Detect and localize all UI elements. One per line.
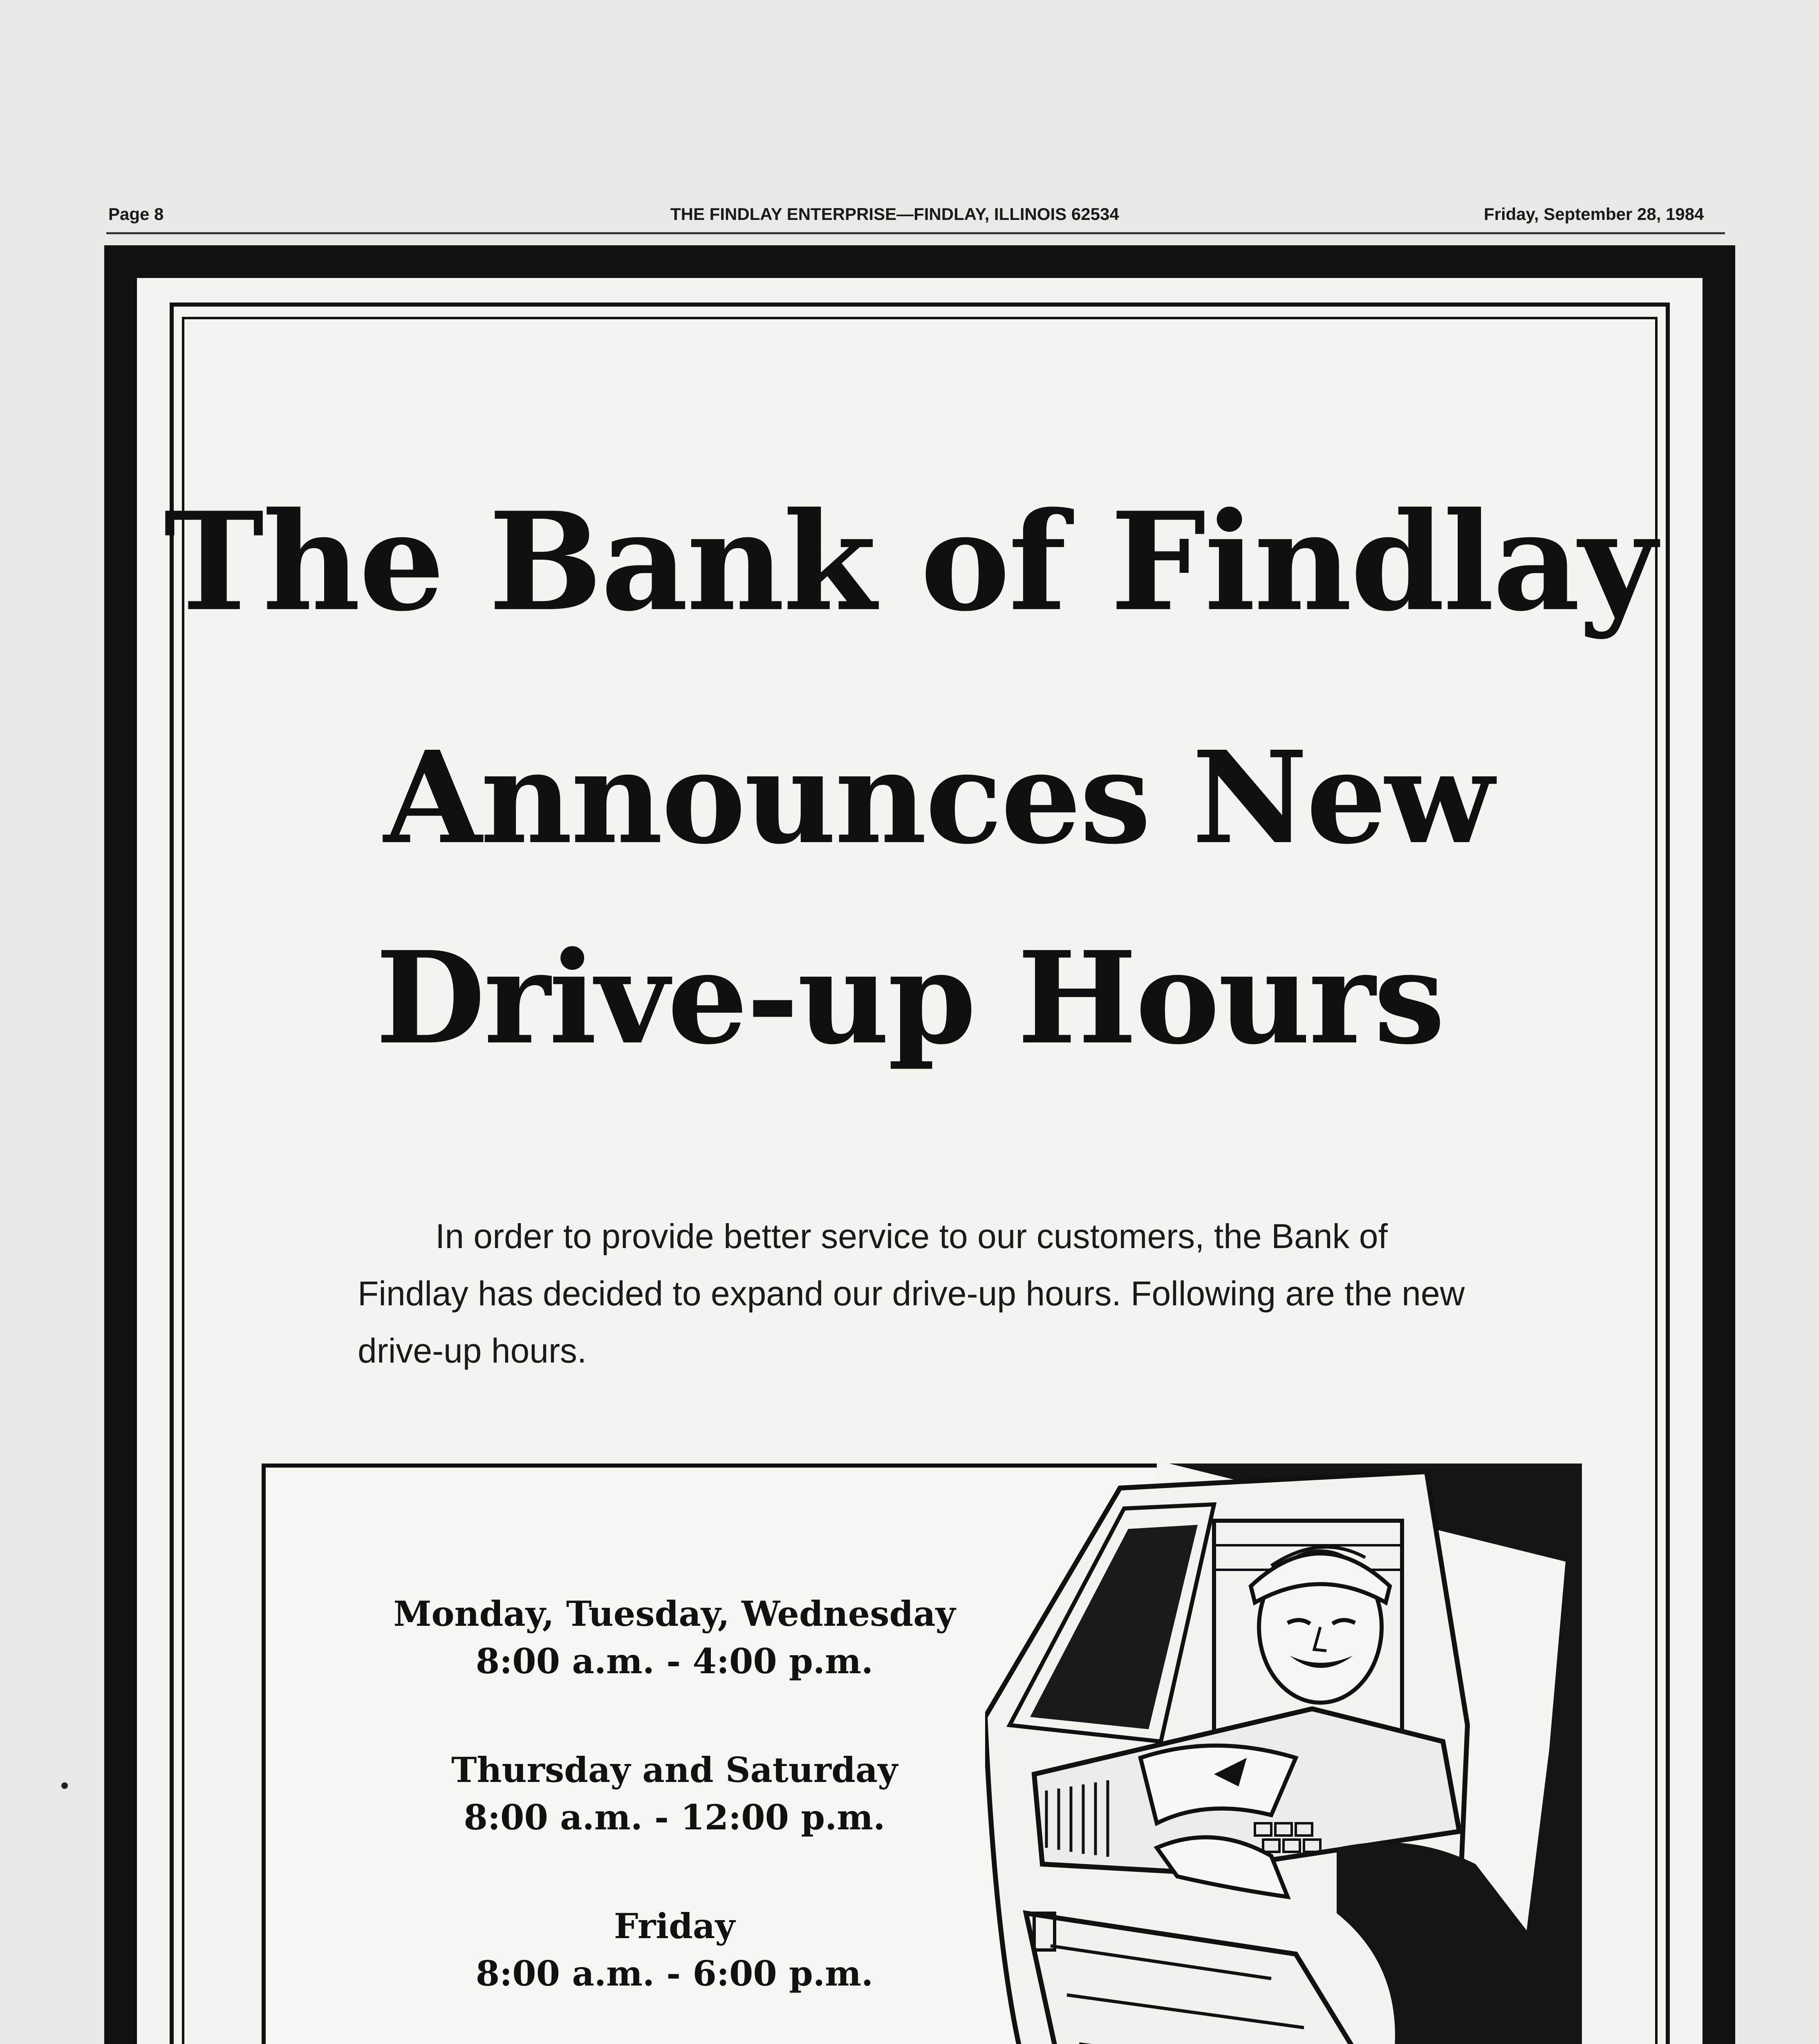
page-number: Page 8 [108, 204, 164, 224]
headline-drive-up-hours: Drive-up Hours [375, 924, 1444, 1073]
intro-paragraph: In order to provide better service to our customers, the Bank of Findlay has decided to expand our drive-up hours. Following are the new drive-up hours. [358, 1217, 1465, 1370]
hours-time: 8:00 a.m. - 12:00 p.m. [464, 1797, 885, 1838]
headline-bank-name: The Bank of Findlay [164, 482, 1655, 641]
hours-days: Thursday and Saturday [451, 1750, 898, 1790]
drive-up-teller-illustration [985, 1464, 1582, 2044]
hours-days: Monday, Tuesday, Wednesday [393, 1594, 956, 1634]
newspaper-title: THE FINDLAY ENTERPRISE—FINDLAY, ILLINOIS 62534 [670, 204, 1119, 224]
hours-group-friday [286, 1903, 1063, 1997]
print-speck [61, 1782, 68, 1789]
headline-announces: Announces New [383, 724, 1493, 872]
hours-group-mon-wed [286, 1590, 1063, 1685]
hours-days: Friday [614, 1906, 735, 1946]
hours-time: 8:00 a.m. - 6:00 p.m. [475, 1953, 874, 1994]
hours-time: 8:00 a.m. - 4:00 p.m. [475, 1641, 874, 1681]
hours-list [286, 1590, 1063, 2044]
hours-box [262, 1464, 1578, 2044]
page-header [0, 0, 1819, 245]
issue-date: Friday, September 28, 1984 [1484, 204, 1704, 224]
hours-group-thu-sat [286, 1746, 1063, 1841]
header-rule [106, 232, 1725, 234]
